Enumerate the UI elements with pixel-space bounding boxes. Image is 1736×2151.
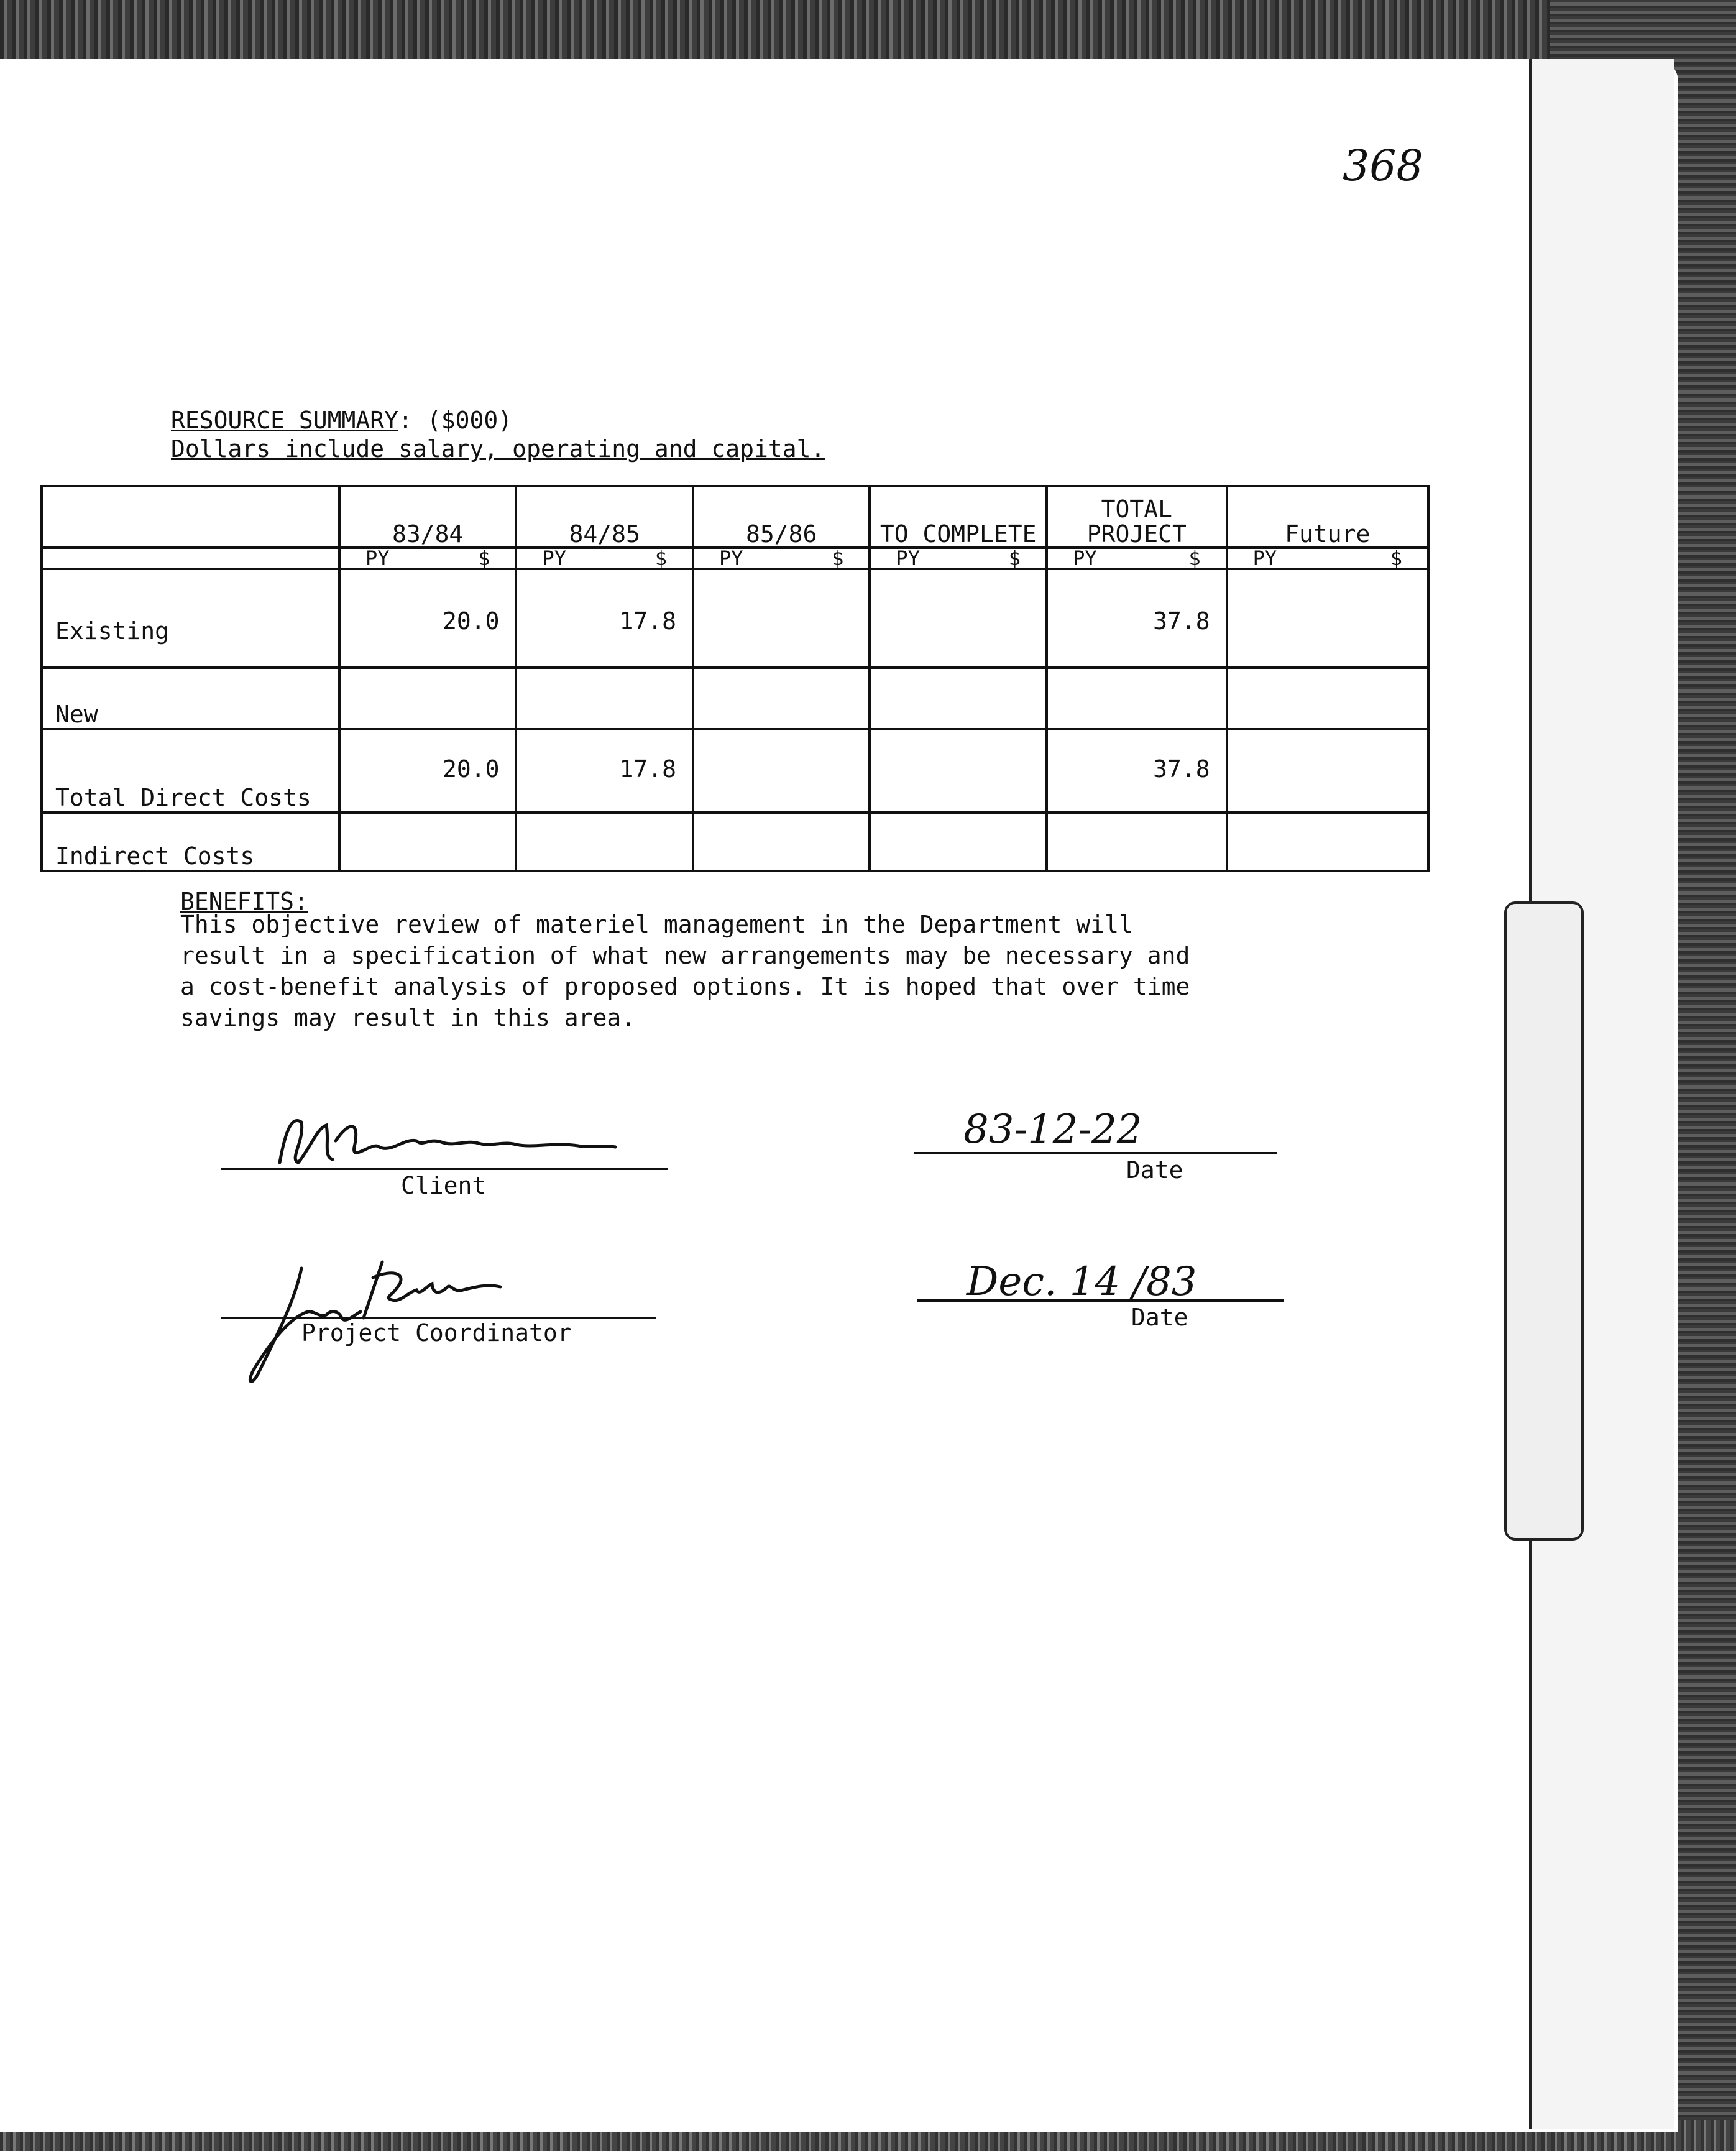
dollar-label: $: [1390, 546, 1402, 570]
table-cell: [870, 668, 1047, 729]
table-cell: 20.0: [339, 729, 516, 813]
py-label: PY: [365, 546, 390, 570]
row-label: Indirect Costs: [42, 813, 339, 871]
table-cell: [693, 813, 870, 871]
column-header: Future: [1227, 486, 1428, 548]
benefits-heading: BENEFITS:: [180, 888, 308, 915]
table-cell: [1227, 729, 1428, 813]
row-label: New: [42, 668, 339, 729]
table-cell: [339, 668, 516, 729]
dollar-label: $: [654, 546, 667, 570]
py-dollar-subheader: [870, 548, 1047, 569]
py-label: PY: [542, 546, 567, 570]
table-cell: 37.8: [1047, 729, 1227, 813]
py-dollar-subheader: [693, 548, 870, 569]
coordinator-date-label: Date: [1131, 1304, 1188, 1331]
py-label: PY: [719, 546, 743, 570]
row-label: Total Direct Costs: [42, 729, 339, 813]
column-header: 83/84: [339, 486, 516, 548]
dollar-label: $: [1008, 546, 1021, 570]
table-corner-cell: [42, 548, 339, 569]
resource-table: [40, 485, 1430, 872]
coordinator-date-handwritten: Dec. 14 /83: [967, 1259, 1197, 1305]
py-dollar-subheader-row: [42, 548, 1428, 569]
table-cell: 17.8: [516, 569, 692, 668]
table-cell: [1047, 668, 1227, 729]
row-label: Existing: [42, 569, 339, 668]
table-cell: [870, 813, 1047, 871]
client-signature: [267, 1103, 640, 1178]
column-header: TOTAL PROJECT: [1047, 486, 1227, 548]
table-row-total-direct-costs: [42, 729, 1428, 813]
document-page: [0, 59, 1678, 2132]
dollar-label: $: [478, 546, 490, 570]
table-cell: [870, 569, 1047, 668]
table-cell: [693, 729, 870, 813]
resource-summary-note: Dollars include salary, operating and capital.: [171, 435, 825, 463]
table-corner-cell: [42, 486, 339, 548]
folder-tab-notch: [1504, 901, 1584, 1541]
table-row-indirect-costs: [42, 813, 1428, 871]
table-cell: [1047, 813, 1227, 871]
resource-summary-unit: ($000): [426, 407, 513, 434]
resource-summary-title: RESOURCE SUMMARY: [171, 407, 399, 434]
client-signature-line: [221, 1168, 668, 1170]
table-row-new: [42, 668, 1428, 729]
table-cell: 20.0: [339, 569, 516, 668]
client-label: Client: [401, 1172, 487, 1199]
resource-summary-heading: RESOURCE SUMMARY: ($000): [171, 407, 513, 434]
column-header: 85/86: [693, 486, 870, 548]
table-cell: [1227, 668, 1428, 729]
table-cell: 37.8: [1047, 569, 1227, 668]
table-cell: [516, 813, 692, 871]
table-cell: [339, 813, 516, 871]
client-date-label: Date: [1126, 1156, 1183, 1184]
dollar-label: $: [832, 546, 844, 570]
table-cell: [1227, 813, 1428, 871]
table-cell: [1227, 569, 1428, 668]
table-cell: [870, 729, 1047, 813]
table-row-existing: [42, 569, 1428, 668]
coordinator-date-line: [917, 1299, 1284, 1302]
table-cell: [516, 668, 692, 729]
client-date-handwritten: 83-12-22: [963, 1107, 1142, 1153]
py-dollar-subheader: [1227, 548, 1428, 569]
py-dollar-subheader: [1047, 548, 1227, 569]
py-dollar-subheader: [339, 548, 516, 569]
coordinator-label: Project Coordinator: [301, 1319, 572, 1347]
table-cell: 17.8: [516, 729, 692, 813]
page-number: 368: [1343, 142, 1423, 191]
column-header: 84/85: [516, 486, 692, 548]
table-cell: [693, 668, 870, 729]
py-label: PY: [1252, 546, 1277, 570]
dollar-label: $: [1188, 546, 1201, 570]
table-header-row: [42, 486, 1428, 548]
client-date-line: [914, 1152, 1277, 1154]
benefits-text: This objective review of materiel management in the Department will result in a specification of what new arrangements may be necessary and a cost-benefit analysis of proposed options. It is hoped that over time savings may result in this area.: [180, 911, 1190, 1031]
py-label: PY: [896, 546, 920, 570]
column-header: TO COMPLETE: [870, 486, 1047, 548]
py-label: PY: [1073, 546, 1097, 570]
table-cell: [693, 569, 870, 668]
py-dollar-subheader: [516, 548, 692, 569]
